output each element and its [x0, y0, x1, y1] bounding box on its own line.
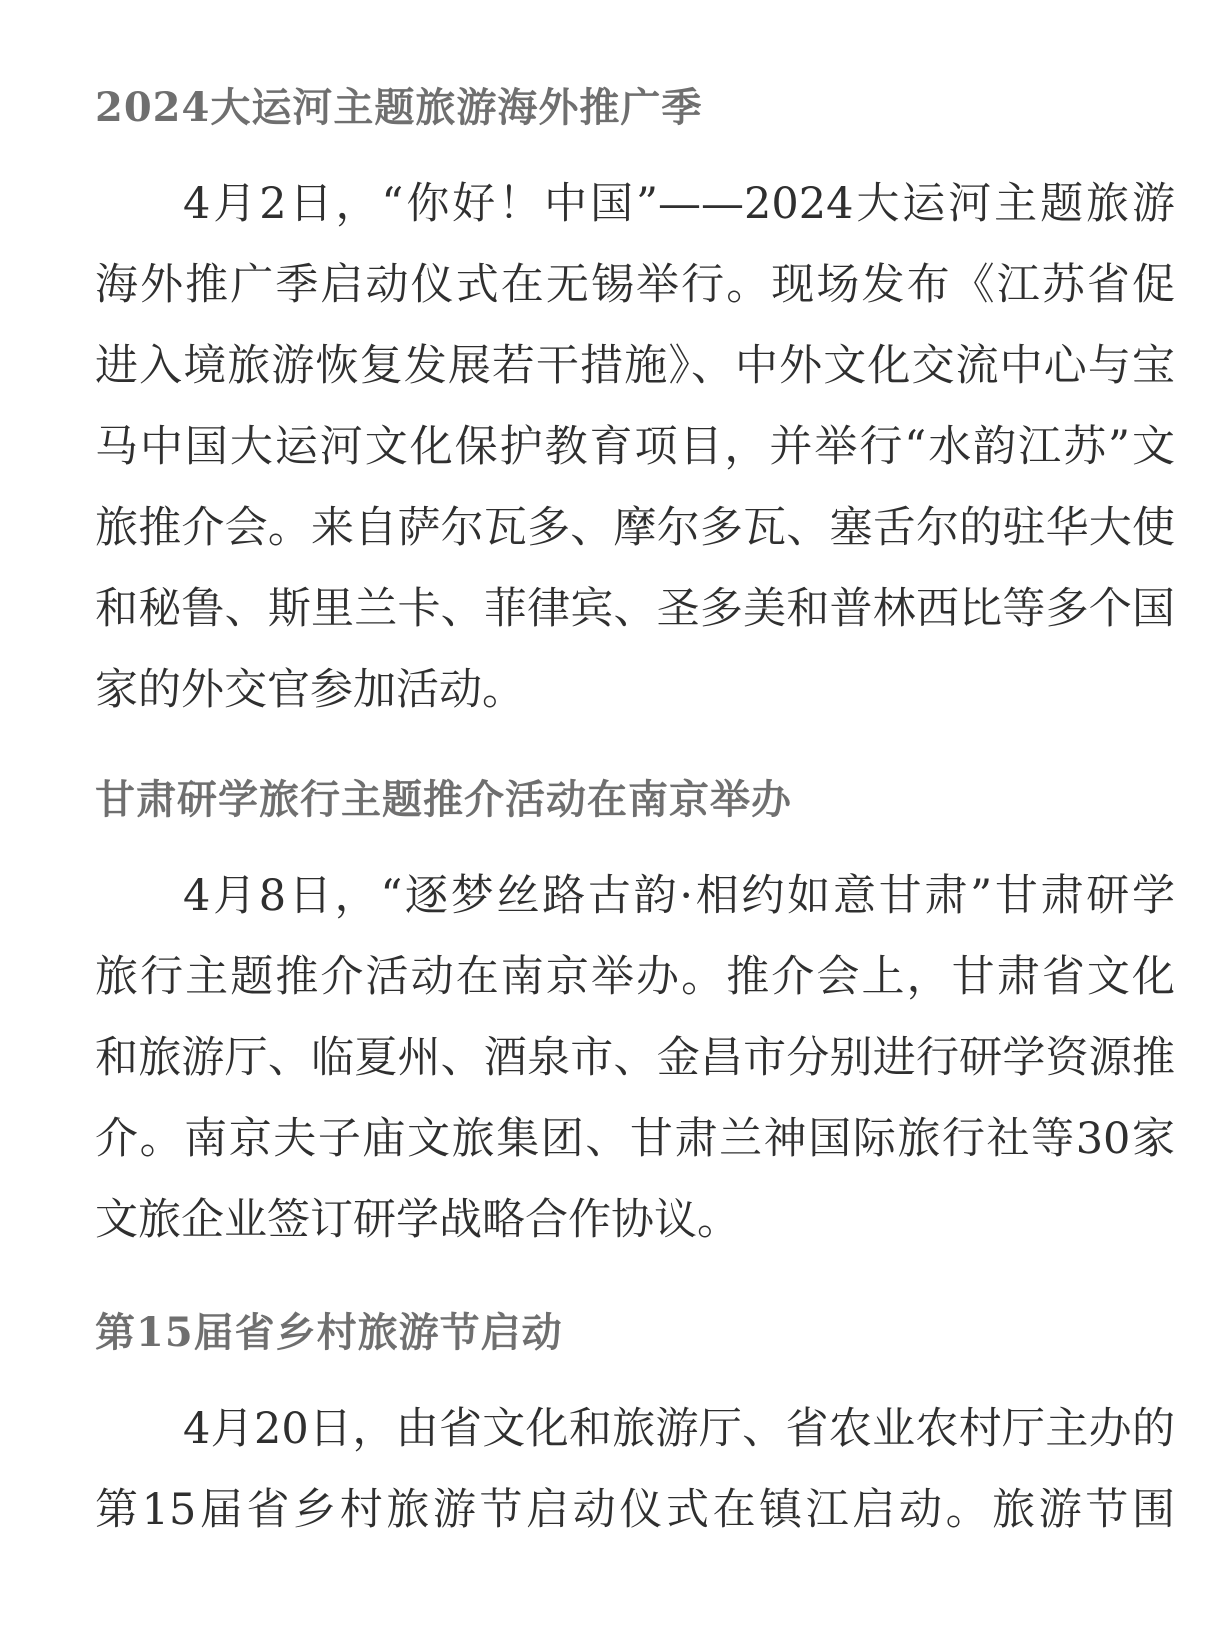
body-line: 海外推广季启动仪式在无锡举行。现场发布《江苏省促 — [95, 260, 1175, 310]
body-line: 文旅企业签订研学战略合作协议。 — [95, 1195, 740, 1245]
article-title: 第15届省乡村旅游节启动 — [95, 1309, 563, 1356]
article-body — [95, 856, 1175, 1261]
body-line: 4月20日，由省文化和旅游厅、省农业农村厅主办的 — [183, 1404, 1175, 1454]
article-title: 2024大运河主题旅游海外推广季 — [95, 84, 703, 131]
article-body — [95, 164, 1175, 731]
article-body — [95, 1389, 1175, 1551]
body-line: 4月8日，“逐梦丝路古韵·相约如意甘肃”甘肃研学 — [183, 871, 1175, 921]
body-line: 进入境旅游恢复发展若干措施》、中外文化交流中心与宝 — [95, 341, 1175, 391]
body-line: 家的外交官参加活动。 — [95, 665, 525, 715]
body-line: 马中国大运河文化保护教育项目，并举行“水韵江苏”文 — [95, 422, 1175, 472]
body-line: 第15届省乡村旅游节启动仪式在镇江启动。旅游节围 — [95, 1485, 1175, 1535]
document-page — [95, 0, 1175, 1642]
body-line: 和旅游厅、临夏州、酒泉市、金昌市分别进行研学资源推 — [95, 1033, 1175, 1083]
body-line: 4月2日，“你好！中国”——2024大运河主题旅游 — [183, 179, 1175, 229]
body-line: 和秘鲁、斯里兰卡、菲律宾、圣多美和普林西比等多个国 — [95, 584, 1175, 634]
body-line: 旅推介会。来自萨尔瓦多、摩尔多瓦、塞舌尔的驻华大使 — [95, 503, 1175, 553]
body-line: 旅行主题推介活动在南京举办。推介会上，甘肃省文化 — [95, 952, 1175, 1002]
article-title: 甘肃研学旅行主题推介活动在南京举办 — [95, 776, 792, 823]
body-line: 介。南京夫子庙文旅集团、甘肃兰神国际旅行社等30家 — [95, 1114, 1175, 1164]
